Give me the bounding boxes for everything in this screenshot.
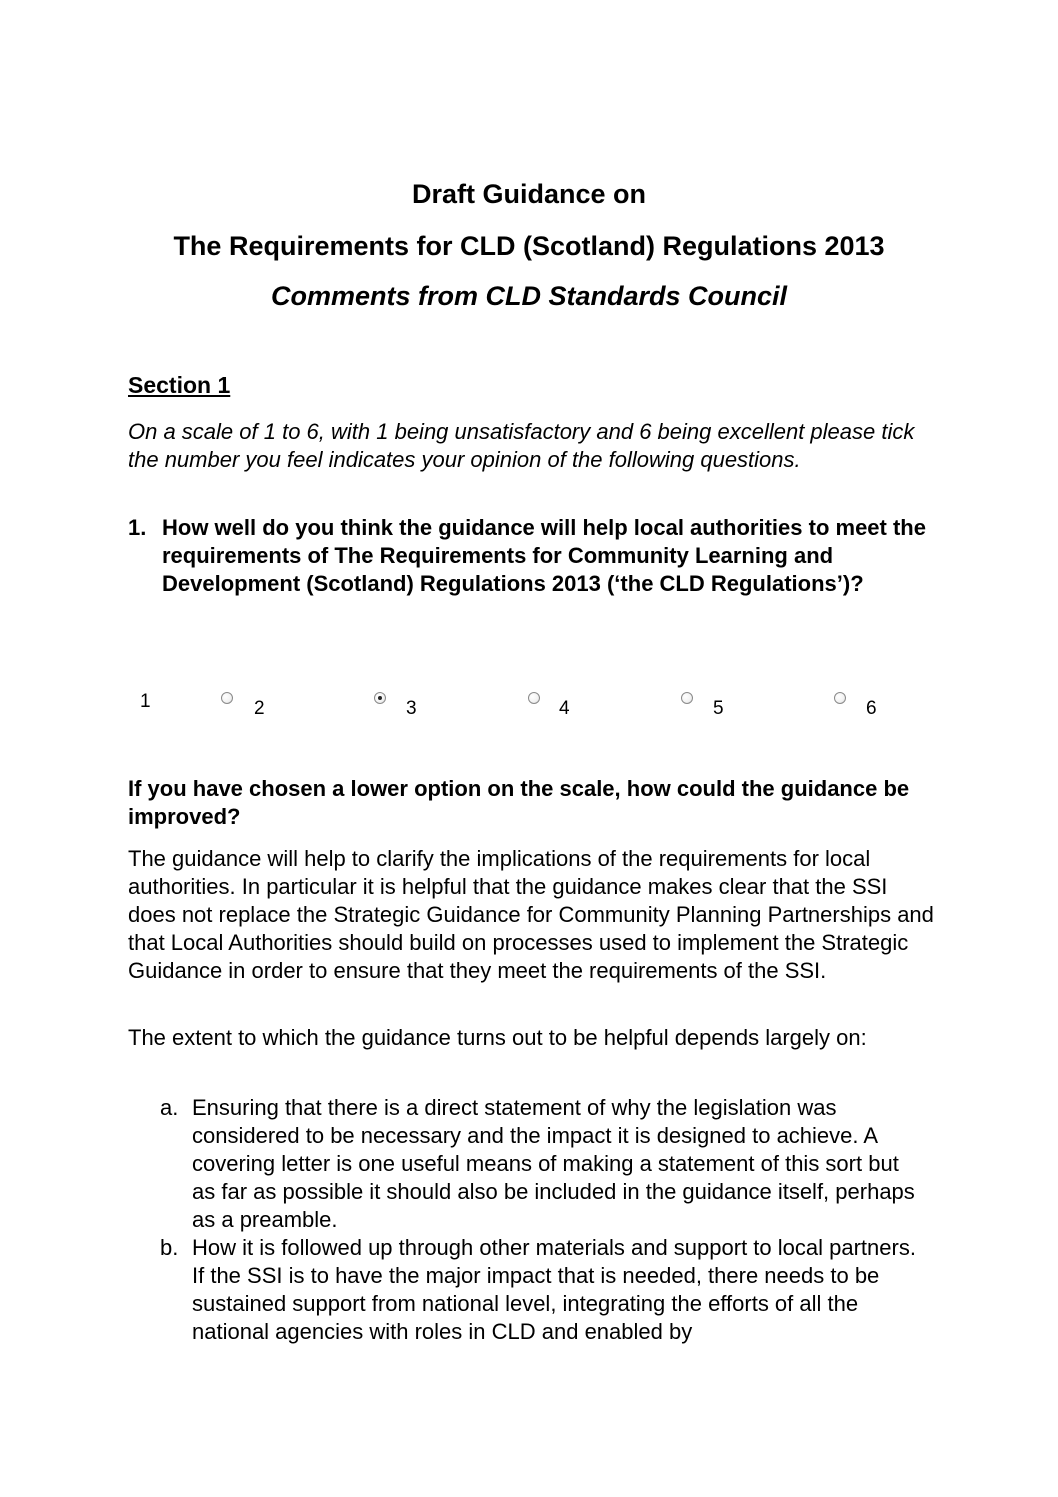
list-item — [160, 1094, 920, 1234]
list-marker: a. — [160, 1095, 179, 1120]
body-paragraph: The extent to which the guidance turns out to be helpful depends largely on: — [128, 1025, 867, 1050]
rating-radio-4[interactable] — [528, 692, 540, 704]
rating-radio-6[interactable] — [834, 692, 846, 704]
rating-radio-5[interactable] — [681, 692, 693, 704]
list-marker: b. — [160, 1235, 179, 1260]
section-heading: Section 1 — [128, 372, 231, 398]
scale-label-3: 3 — [406, 698, 417, 719]
scale-label-5: 5 — [713, 698, 724, 719]
document-title-line-2: The Requirements for CLD (Scotland) Regulations 2013 — [173, 231, 885, 261]
list-item — [160, 1234, 920, 1346]
question-number: 1. — [128, 515, 147, 540]
scale-label-4: 4 — [559, 698, 570, 719]
document-subtitle: Comments from CLD Standards Council — [270, 281, 788, 311]
rating-instructions: On a scale of 1 to 6, with 1 being unsatisfactory and 6 being excellent please tick the number you feel indicates your opinion of the following questions. — [128, 419, 915, 472]
scale-label-2: 2 — [254, 698, 265, 719]
rating-radio-2[interactable] — [221, 692, 233, 704]
list-item-text: Ensuring that there is a direct statement of why the legislation was considered to be necessary and the impact it is designed to achieve. A covering letter is one useful means of making a statement of this sort but as far as possible it should also be included in the guidance itself, perhaps as a preamble. — [192, 1095, 915, 1232]
lettered-list — [160, 1094, 920, 1346]
scale-label-1: 1 — [140, 691, 151, 712]
body-paragraph: The guidance will help to clarify the implications of the requirements for local authorities. In particular it is helpful that the guidance makes clear that the SSI does not replace the Strategic Guidance for Community Planning Partnerships and that Local Authorities should build on processes used to implement the Strategic Guidance in order to ensure that they meet the requirements of the SSI. — [128, 846, 934, 983]
rating-scale — [0, 680, 1058, 730]
document-title-line-1: Draft Guidance on — [411, 179, 647, 209]
question-text: How well do you think the guidance will help local authorities to meet the requirements of The Requirements for Community Learning and Development (Scotland) Regulations 2013 (‘the CLD Regulations’)? — [162, 515, 926, 596]
follow-up-question: If you have chosen a lower option on the scale, how could the guidance be improved? — [128, 776, 910, 829]
question-1 — [128, 514, 928, 598]
list-item-text: How it is followed up through other materials and support to local partners. If the SSI is to have the major impact that is needed, there needs to be sustained support from national level, integrating the efforts of all the national agencies with roles in CLD and enabled by — [192, 1235, 916, 1344]
rating-radio-3[interactable] — [374, 692, 386, 704]
scale-label-6: 6 — [866, 698, 877, 719]
